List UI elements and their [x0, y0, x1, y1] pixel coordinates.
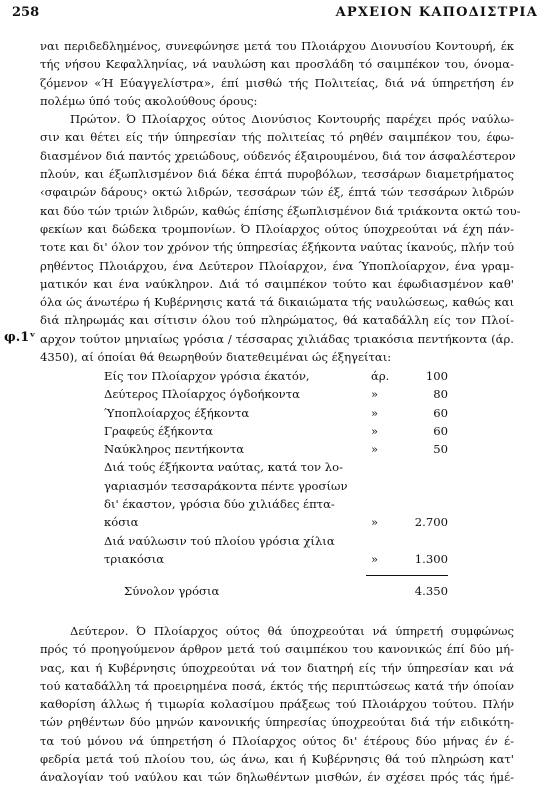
text-line: διασμένον διά παντός χρειώδους, ούδενός έξαιρουμένου, διά τον άσφαλέστερον [40, 148, 516, 163]
ditto-mark: » [371, 423, 379, 438]
text-line: τοτε και δι' όλον τον χρόνον τής ύπηρεσίας έξήκοντα ναύτας ίκανούς, πλήν τού [40, 240, 514, 255]
intro-paragraph [40, 37, 514, 110]
text-line: τα τού μόνου νά ύπηρετήση ό Πλοίαρχος ούτος δι' έτέρους δύο μήνας έν έ- [40, 733, 514, 748]
text-line: πλούν, και έξωπλισμένον διά δέκα έπτά πυροβόλων, τεσσάρων διαμετρήματος [40, 167, 514, 182]
page-header [12, 4, 538, 22]
ledger-value: 80 [433, 387, 448, 402]
ledger-label-line: τριακόσια [104, 551, 165, 566]
total-label: Σύνολον γρόσια [124, 584, 220, 599]
total-rule [366, 575, 448, 576]
total-rule-wrap [104, 568, 448, 582]
text-line: καθορίση άλλως ή τιμωρία κολασίμου πράξεως τού Πλοιάρχου τούτου. Πλήν [40, 697, 514, 712]
folio-margin-note: φ.1ᵛ [4, 330, 36, 345]
page-number: 258 [12, 5, 40, 20]
ledger-row [104, 532, 448, 569]
ledger-row [104, 422, 448, 440]
ledger-label: Γραφεύς έξήκοντα [104, 423, 213, 438]
ledger-row [104, 404, 448, 422]
ledger-label-line: γαριασμόν τεσσαράκοντα πέντε γροσίων [104, 478, 348, 493]
article-second-paragraph [40, 622, 514, 787]
ledger-label: Ύποπλοίαρχος έξήκοντα [104, 405, 250, 420]
text-line: πολέμω ύπό τούς ακολούθους όρους: [40, 93, 258, 108]
ditto-mark: » [371, 387, 379, 402]
ledger-mark: άρ. [371, 369, 390, 383]
running-title: ΑΡΧΕΙΟΝ ΚΑΠΟΔΙΣΤΡΙΑ [335, 5, 538, 20]
text-line: ματικόν και ένα ναύκληρον. Διά τό σαιμπέκον τούτο και έφωδιασμένον καθ' [40, 276, 514, 291]
payment-ledger [104, 367, 448, 601]
text-line: τού καταδάλλη τά προειρημένα ποσά, έκτός τής περιπτώσεως κατά τήν όποίαν [40, 678, 514, 693]
text-line: σιν και θέτει είς τήν ύπηρεσίαν τής πολιτείας τό ρηθέν σαιμπέκον του, έφω- [40, 130, 514, 145]
text-line: φεκίων και δώδεκα τρομπονίων. Ό Πλοίαρχος ούτος ύποχρεούται νά έχη πάν- [40, 221, 514, 236]
text-line: τών ρηθέντων δύο μηνών κανονικής ύπηρεσίας ύποχρεούται διά τήν ειδικότη- [40, 715, 514, 730]
text-line: τής νήσου Κεφαλληνίας, νά ναυλώση και προσλάδη τό σαιμπέκον του, όνομα- [40, 57, 514, 72]
text-line: ‹σφαιρών δάρους› οκτώ λιδρών, τεσσάρων τών έξ, έπτά τών τεσσάρων λιδρών [40, 185, 514, 200]
ledger-value: 60 [433, 405, 448, 420]
ledger-total-row [104, 582, 448, 600]
article-second-block [40, 622, 514, 787]
text-line: ρηθέντος Πλοιάρχου, ένα Δεύτερον Πλοίαρχον, ένα Ύποπλοίαρχον, ένα γραμ- [40, 258, 514, 273]
text-line: Πρώτον. Ό Πλοίαρχος ούτος Διονύσιος Κοντουρής παρέχει πρός ναύλω- [70, 112, 514, 127]
ledger-row [104, 367, 448, 385]
ledger-label-line: κόσια [104, 515, 139, 530]
main-text [40, 37, 521, 366]
ledger-row [104, 458, 448, 531]
ledger-label: Δεύτερος Πλοίαρχος όγδοήκοντα [104, 387, 300, 402]
total-value: 4.350 [414, 584, 448, 599]
text-line: Δεύτερον. Ό Πλοίαρχος ούτος θά ύποχρεούται νά ύπηρετή συμφώνως [70, 624, 514, 638]
ledger-label: Ναύκληρος πεντήκοντα [104, 442, 245, 457]
ditto-mark: » [371, 405, 379, 420]
text-line: 4350), αί όποίαι θά θεωρηθούν διατεθειμέναι ώς έξηγείται: [40, 350, 392, 365]
text-line: διά πληρωμάς και σίτισιν όλου τού πληρώματος, θά καταδάλλη είς τον Πλοί- [40, 313, 514, 328]
ledger-label: Είς τον Πλοίαρχον γρόσια έκατόν, [104, 369, 310, 383]
text-line: ζόμενον «Ή Εύαγγελίστρα», έπί μισθώ τής Πολιτείας, διά νά ύπηρετήση έν [40, 75, 514, 90]
article-first-paragraph [40, 110, 521, 366]
ledger-label-line: δι' έκαστον, γρόσια δύο χιλιάδες έπτα- [104, 497, 335, 512]
ledger-label-line: Διά τούς έξήκοντα ναύτας, κατά τον λο- [104, 460, 344, 475]
ditto-mark: » [371, 515, 379, 530]
ditto-mark: » [371, 442, 379, 457]
text-line: και δύο τών τριών λιδρών, καθώς έπίσης έξωπλισμένον διά τριάκοντα οκτώ του- [40, 203, 521, 218]
text-line: ναι περιδεδλημένος, συνεφώνησε μετά του Πλοιάρχου Διονυσίου Κοντουρή, έκ [40, 39, 514, 53]
text-line: όλα ώς άνωτέρω ή Κυβέρνησις κατά τά δικαιώματα τής ναυλώσεως, καθώς και [40, 295, 514, 310]
ledger-value: 1.300 [414, 551, 448, 566]
ledger-value: 2.700 [414, 515, 448, 530]
text-line: άναλογίαν τού ναύλου και τών δηλωθέντων μισθών, έν σχέσει πρός τάς ήμέ- [40, 770, 514, 785]
ledger-value: 50 [433, 442, 448, 457]
text-line: πρός τό προηγούμενον άρθρον μετά τού σαιμπέκου του κανονικώς έπί δύο μή- [40, 642, 514, 657]
ledger-value: 60 [433, 423, 448, 438]
text-line: νας, και ή Κυβέρνησις ύποχρεούται νά τον διατηρή είς τήν ύπηρεσίαν και νά [40, 660, 514, 675]
text-line: αρχον τούτον μηνιαίως γρόσια / τέσσαρας χιλιάδας τριακόσια πεντήκοντα (άρ. [40, 331, 514, 346]
ledger-row [104, 440, 448, 458]
ledger-label-line: Διά ναύλωσιν τού πλοίου γρόσια χίλια [104, 533, 335, 548]
text-line: φεδρία μετά τού πλοίου του, ώς άνω, και ή Κυβέρνησις θά τού πληρώση κατ' [40, 752, 514, 767]
ledger-row [104, 385, 448, 403]
ledger-value: 100 [425, 369, 448, 383]
ditto-mark: » [371, 551, 379, 566]
